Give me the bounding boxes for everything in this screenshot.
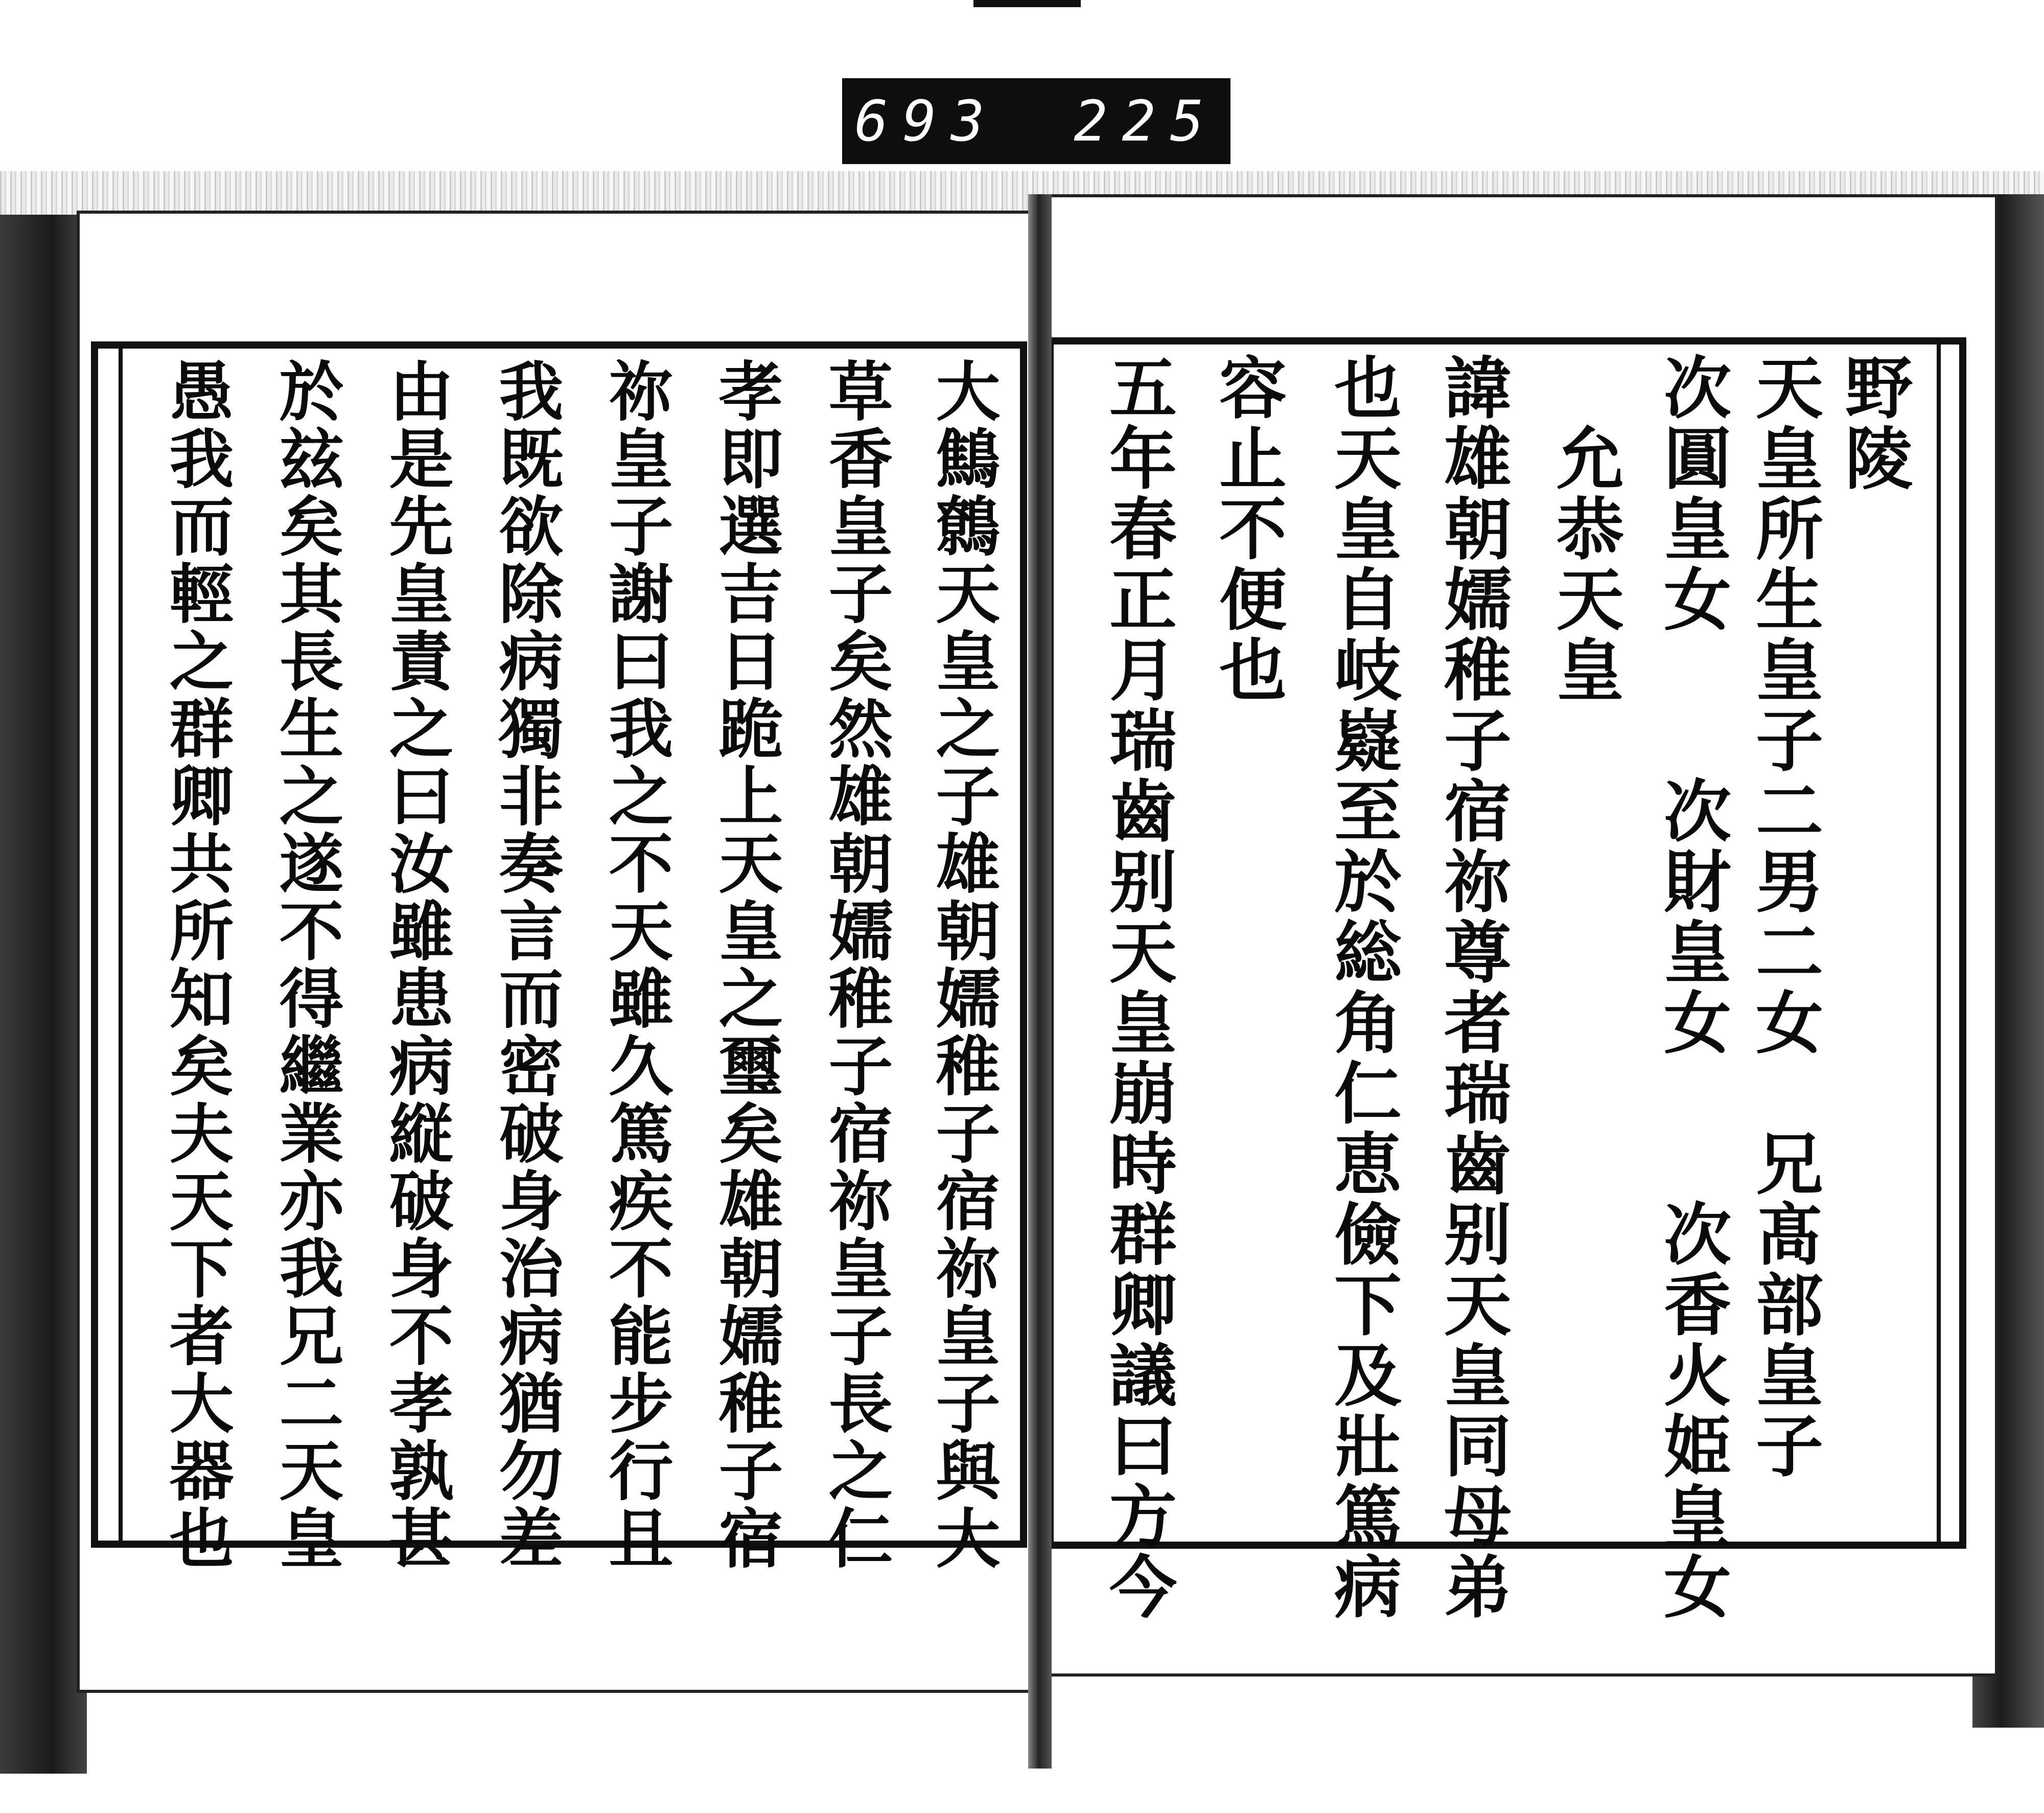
book-gutter	[1028, 194, 1052, 1769]
left-column-8: 愚我而輕之群卿共所知矣夫天下者大器也	[159, 358, 235, 1572]
left-column-3: 孝即選吉日跪上天皇之璽矣雄朝嬬稚子宿	[708, 358, 784, 1572]
left-column-4: 祢皇子謝曰我之不天雖久篤疾不能步行且	[598, 358, 674, 1572]
right-column-4: 允恭天皇	[1545, 353, 1624, 705]
right-column-3: 次圓皇女 次財皇女 次香火姫皇女	[1652, 353, 1731, 1622]
left-inner-rule	[119, 349, 123, 1541]
right-column-8: 五年春正月瑞齒别天皇崩時群卿議曰方今	[1098, 353, 1177, 1622]
left-column-7: 於玆矣其長生之遂不得繼業亦我兄二天皇	[269, 358, 344, 1572]
left-page-number: 693	[854, 88, 999, 154]
right-inner-rule	[1937, 345, 1941, 1542]
right-column-7: 容止不便也	[1207, 353, 1287, 705]
left-column-2: 草香皇子矣然雄朝嬬稚子宿祢皇子長之仁	[818, 358, 894, 1572]
left-column-1: 大鷦鷯天皇之子雄朝嬬稚子宿祢皇子與大	[925, 358, 1001, 1572]
right-column-6: 也天皇自岐嶷至於総角仁恵儉下及壯篤病	[1322, 353, 1402, 1622]
right-column-2: 天皇所生皇子二男二女 兄髙部皇子	[1744, 353, 1823, 1481]
left-book-cover	[0, 215, 87, 1774]
left-column-6: 由是先皇責之曰汝雖患病縦破身不孝孰甚	[379, 358, 454, 1572]
left-column-5: 我既欲除病獨非奏言而密破身治病猶勿差	[489, 358, 564, 1572]
archive-number-label	[842, 78, 1230, 164]
right-column-1: 野陵	[1833, 353, 1913, 494]
top-tab	[973, 0, 1081, 7]
right-column-5: 諱雄朝嬬稚子宿祢尊者瑞齒别天皇同母弟	[1432, 353, 1512, 1622]
right-page-number: 225	[1074, 88, 1218, 154]
